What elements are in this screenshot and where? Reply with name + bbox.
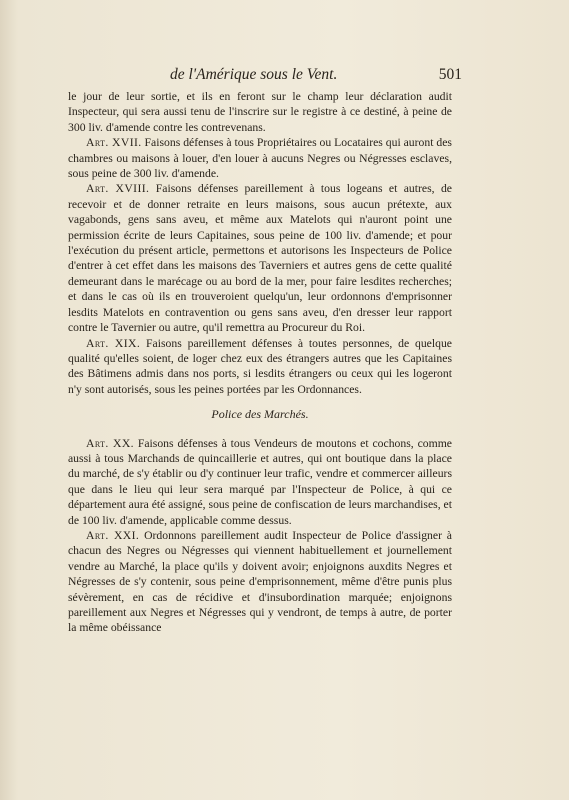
article-text: Faisons défenses pareillement à tous logeans et autres, de recevoir et de donner retraite en leurs maisons, sous aucun prétexte, aux vagabonds, gens sans aveu, et même aux Matelots qui n'auront point une permission écrite de leurs Capitaines, sous peine de 100 liv. d'amende; et pour l'exécution du présent article, permettons et autorisons les Inspecteurs de Police d'entrer à cet effet dans les maisons des Taverniers et autres gens de cette qualité demeurant dans le marécage ou au bord de la mer, pour faire lesdites recherches; et dans le cas où ils en trouveroient quelqu'un, leur ordonnons d'emprisonner lesdits Matelots en contravention ou gens sans aveu, d'en dresser leur rapport contre le Tavernier ou autre, qu'il remettra au Procureur du Roi. bbox=[68, 182, 452, 335]
article-number: Art. XXI. bbox=[86, 528, 140, 542]
article-text: Faisons pareillement défenses à toutes personnes, de quelque qualité qu'elles soient, de loger chez eux des étrangers autres que les Capitaines des Bâtimens admis dans nos ports, si lesdits étrangers ou ceux qui les logeront n'y sont autorisés, sous les peines portées par les Ordonnances. bbox=[68, 336, 452, 396]
section-title: Police des Marchés. bbox=[211, 407, 309, 422]
article-20 bbox=[68, 436, 452, 528]
article-text: Faisons défenses à tous Propriétaires ou Locataires qui auront des chambres ou maisons à louer, d'en louer à aucuns Negres ou Négresses esclaves, sous peine de 300 liv. d'amende. bbox=[68, 136, 452, 181]
running-title: de l'Amérique sous le Vent. bbox=[170, 66, 338, 83]
article-number: Art. XX. bbox=[86, 436, 134, 450]
page-body bbox=[68, 89, 452, 636]
running-header bbox=[170, 66, 462, 86]
article-19 bbox=[68, 336, 452, 398]
article-18 bbox=[68, 181, 452, 335]
article-number: Art. XVII. bbox=[86, 136, 142, 150]
paragraph-continuation bbox=[68, 89, 452, 135]
article-21 bbox=[68, 528, 452, 636]
page-number: 501 bbox=[438, 66, 462, 83]
article-number: Art. XVIII. bbox=[86, 182, 150, 196]
paragraph-text: le jour de leur sortie, et ils en feront sur le champ leur déclaration audit Inspecteur, qui sera aussi tenu de l'inscrire sur le registre à ce destiné, à peine de 300 liv. d'amende contre les contrevenans. bbox=[68, 90, 452, 134]
article-number: Art. XIX. bbox=[86, 336, 141, 350]
article-text: Ordonnons pareillement audit Inspecteur de Police d'assigner à chacun des Negres ou Négresses qui viennent habituellement et journellement vendre au Marché, la place qu'ils y doivent avoir; enjoignons auxdits Negres et Négresses de s'y contenir, sous peine d'emprisonnement, même d'être punis plus sévèrement, en cas de récidive et d'insubordination marquée; enjoignons pareillement aux Negres et Négresses qui y vendront, de temps à autre, de porter la même obéissance bbox=[68, 528, 452, 635]
article-text: Faisons défenses à tous Vendeurs de moutons et cochons, comme aussi à tous Marchands de quincaillerie et autres, qui ont boutique dans la place du marché, de s'y établir ou d'y continuer leur trafic, vendre et commercer ailleurs que dans le lieu qui leur sera marqué par l'Inspecteur de Police, à qui ce département aura été assigné, sous peine de confiscation de leurs marchandises, et de 100 liv. d'amende, applicable comme dessus. bbox=[68, 436, 452, 527]
article-17 bbox=[68, 135, 452, 181]
